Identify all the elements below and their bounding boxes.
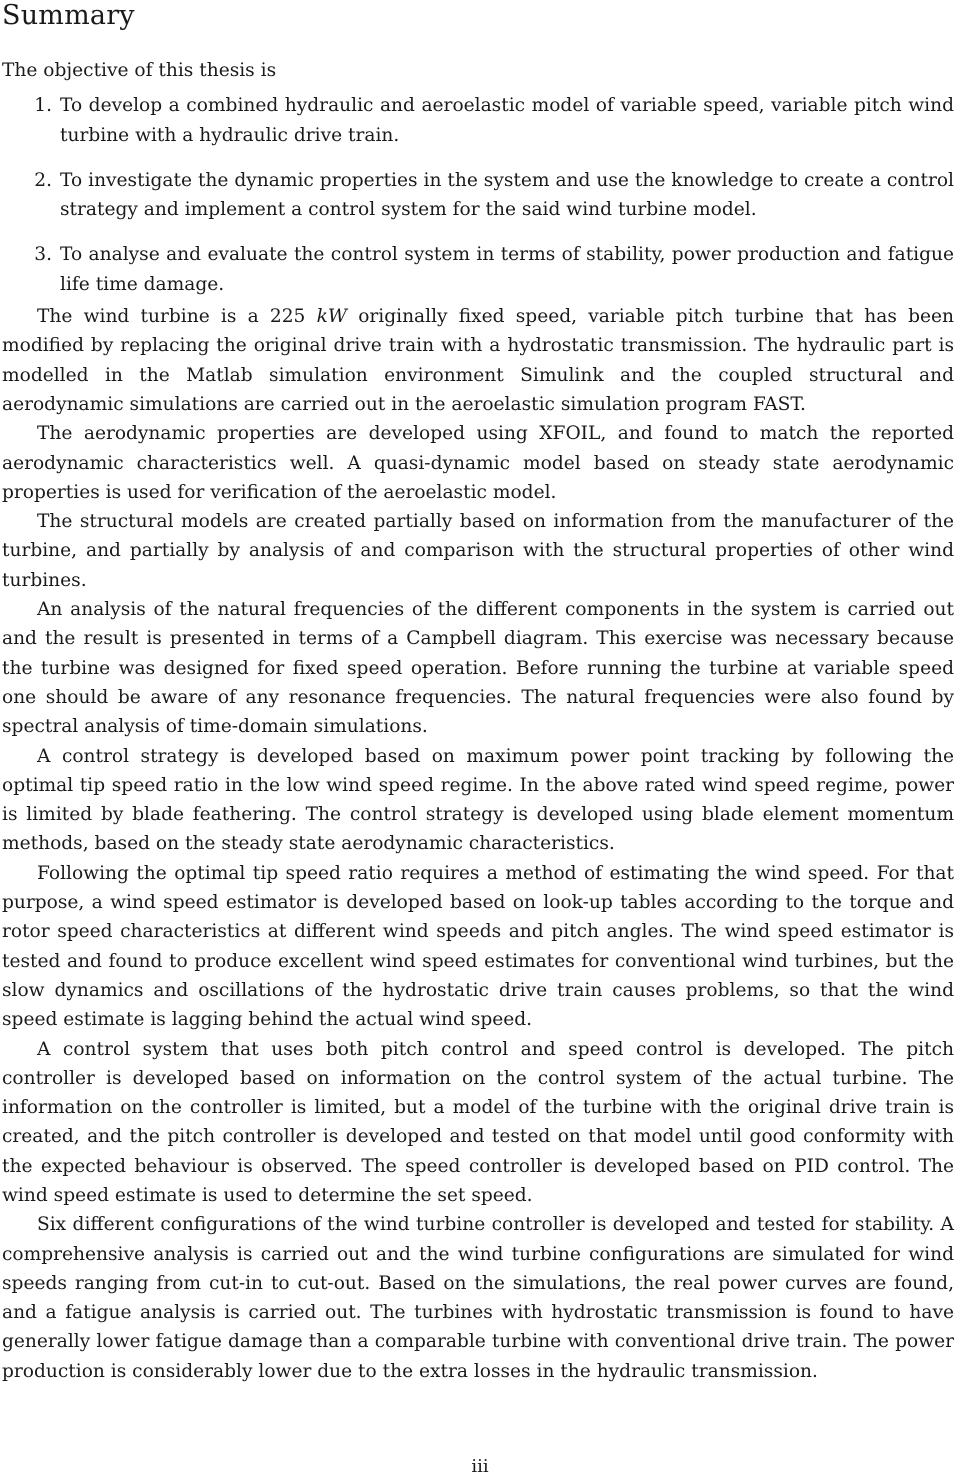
paragraph: An analysis of the natural frequencies of the different components in the system is carried out and the result is presented in terms of a Campbell diagram. This exercise was necessary because the turbine was designed for fixed speed operation. Before running the turbine at variable speed one should be aware of any resonance frequencies. The natural frequencies were also found by spectral analysis of time-domain simulations. — [2, 599, 954, 738]
list-item-number: 1. — [34, 95, 52, 117]
page-number: iii — [471, 1456, 489, 1477]
list-item — [2, 240, 954, 299]
paragraph-text: The wind turbine is a 225 — [37, 306, 317, 328]
intro-sentence: The objective of this thesis is — [2, 60, 277, 81]
list-item-text: To investigate the dynamic properties in the system and use the knowledge to create a control strategy and implement a control system for the said wind turbine model. — [60, 169, 954, 221]
paragraph: Six different configurations of the wind turbine controller is developed and tested for stability. A comprehensive analysis is carried out and the wind turbine configurations are simulated for wind speeds ranging from cut-in to cut-out. Based on the simulations, the real power curves are found, and a fatigue analysis is carried out. The turbines with hydrostatic transmission is found to have generally lower fatigue damage than a comparable turbine with conventional drive train. The power production is considerably lower due to the extra losses in the hydraulic transmission. — [2, 1214, 954, 1382]
paragraph: Following the optimal tip speed ratio requires a method of estimating the wind speed. For that purpose, a wind speed estimator is developed based on look-up tables according to the torque and rotor speed characteristics at different wind speeds and pitch angles. The wind speed estimator is tested and found to produce excellent wind speed estimates for conventional wind turbines, but the slow dynamics and oscillations of the hydrostatic drive train causes problems, so that the wind speed estimate is lagging behind the actual wind speed. — [2, 862, 954, 1031]
list-item — [2, 91, 954, 150]
power-unit: kW — [316, 306, 347, 328]
section-heading: Summary — [2, 0, 135, 31]
paragraph: The structural models are created partially based on information from the manufacturer of the turbine, and partially by analysis of and comparison with the structural properties of other wind turbines. — [2, 511, 954, 591]
objectives-list — [2, 91, 954, 299]
paragraph-text: originally fixed speed, variable pitch turbine that has been modified by replacing the original drive train with a hydrostatic transmission. The hydraulic part is modelled in the Matlab simulation environment Simulink and the coupled structural and aerodynamic simulations are carried out in the aeroelastic simulation program FAST. — [2, 306, 955, 415]
list-item — [2, 166, 954, 225]
paragraph: A control strategy is developed based on maximum power point tracking by following the optimal tip speed ratio in the low wind speed regime. In the above rated wind speed regime, power is limited by blade feathering. The control strategy is developed using blade element momentum methods, based on the steady state aerodynamic characteristics. — [2, 745, 954, 855]
list-item-number: 2. — [34, 169, 52, 191]
paragraph: The aerodynamic properties are developed using XFOIL, and found to match the reported aerodynamic characteristics well. A quasi-dynamic model based on steady state aerodynamic properties is used for verification of the aeroelastic model. — [2, 423, 954, 503]
list-item-number: 3. — [34, 244, 52, 266]
paragraph — [2, 302, 954, 419]
list-item-text: To develop a combined hydraulic and aeroelastic model of variable speed, variable pitch wind turbine with a hydraulic drive train. — [60, 95, 954, 146]
paragraph: A control system that uses both pitch control and speed control is developed. The pitch controller is developed based on information on the control system of the actual turbine. The information on the controller is limited, but a model of the turbine with the original drive train is created, and the pitch controller is developed and tested on that model until good conformity with the expected behaviour is observed. The speed controller is developed based on PID control. The wind speed estimate is used to determine the set speed. — [2, 1038, 954, 1206]
list-item-text: To analyse and evaluate the control system in terms of stability, power production and fatigue life time damage. — [60, 244, 954, 295]
